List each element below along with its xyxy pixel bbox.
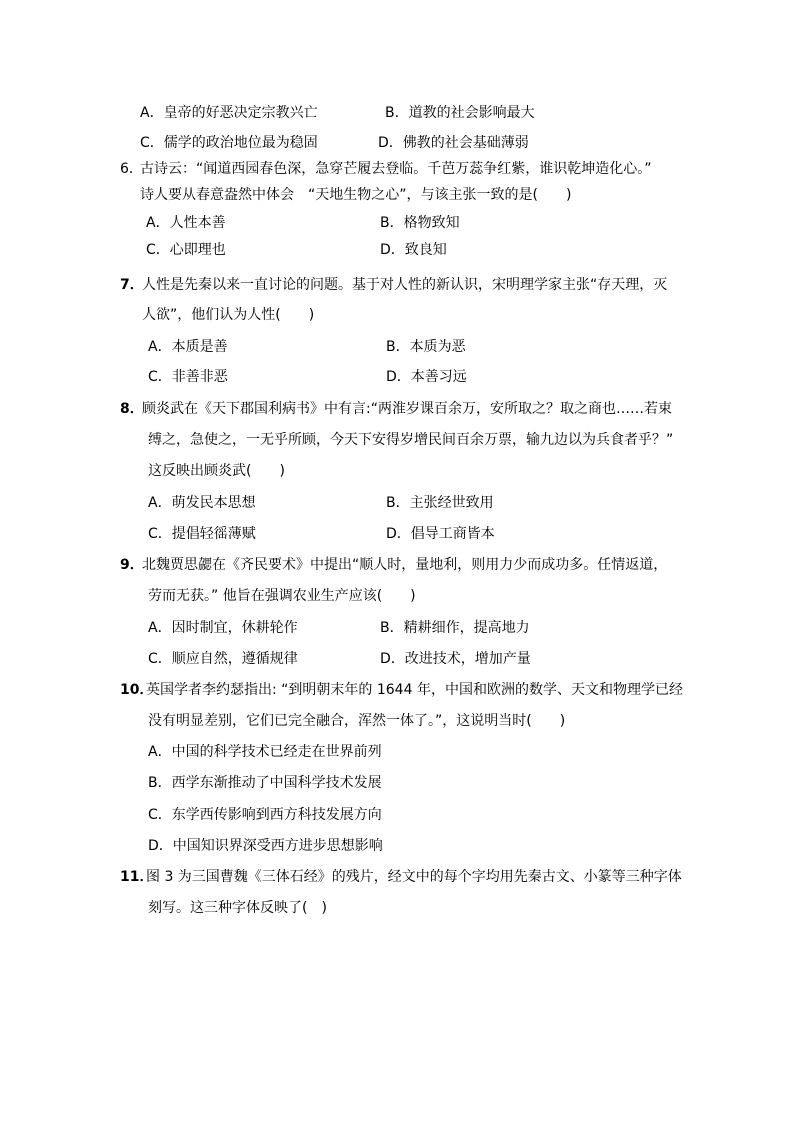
- q10-option-a: A．中国的科学技术已经走在世界前列: [148, 744, 382, 760]
- q7-option-d: D．本善习远: [386, 369, 467, 385]
- q9-option-c: C．顺应自然，遵循规律: [148, 651, 298, 667]
- q7-option-b: B．本质为恶: [386, 339, 466, 355]
- q6-number: 6．: [120, 161, 143, 177]
- q10-option-d: D．中国知识界深受西方进步思想影响: [148, 838, 383, 854]
- q5-option-c: C．儒学的政治地位最为稳固: [140, 135, 318, 151]
- q8-option-d: D．倡导工商皆本: [386, 526, 495, 542]
- q7-option-a: A．本质是善: [148, 339, 228, 355]
- q5-option-a: A．皇帝的好恶决定宗教兴亡: [140, 105, 318, 121]
- q6-stem-line-1: 古诗云：“闻道西园春色深，急穿芒履去登临。千芭万蕊争红紫，谁识乾坤造化心。”: [140, 161, 652, 177]
- q9-option-d: D．改进技术，增加产量: [380, 651, 531, 667]
- q10-stem-line-2: 没有明显差别，它们已完全融合，浑然一体了。”，这说明当时( ): [148, 713, 566, 729]
- q7-option-c: C．非善非恶: [148, 369, 228, 385]
- q8-stem-line-2: 缚之，急使之，一无乎所顾，今天下安得岁增民间百余万票，输九边以为兵食者乎？”: [148, 432, 674, 448]
- q10-number: 10．: [120, 682, 154, 698]
- q6-option-a: A．人性本善: [146, 215, 226, 231]
- q6-option-c: C．心即理也: [146, 242, 226, 258]
- q8-option-a: A．萌发民本思想: [148, 495, 256, 511]
- q10-stem-line-1: 英国学者李约瑟指出: “到明朝末年的 1644 年，中国和欧洲的数学、天文和物理学已经: [146, 682, 683, 698]
- q11-stem-line-2: 刻写。这三种字体反映了( ): [148, 900, 327, 916]
- q6-option-b: B．格物致知: [380, 215, 460, 231]
- q9-option-b: B．精耕细作，提高地力: [380, 620, 530, 636]
- q9-option-a: A．因时制宜，休耕轮作: [148, 620, 298, 636]
- q6-option-d: D．致良知: [380, 242, 447, 258]
- q8-number: 8．: [120, 401, 144, 417]
- q10-option-b: B．西学东渐推动了中国科学技术发展: [148, 775, 382, 791]
- q7-number: 7．: [120, 277, 144, 293]
- q11-number: 11．: [120, 869, 154, 885]
- q6-stem-line-2: 诗人要从春意盎然中体会 “天地生物之心”，与该主张一致的是( ): [140, 187, 572, 203]
- q9-stem-line-1: 北魏贾思勰在《齐民要术》中提出“顺人时，量地利，则用力少而成功多。任情返道，: [142, 557, 668, 573]
- q8-option-c: C．提倡轻徭薄赋: [148, 526, 256, 542]
- q8-stem-line-1: 顾炎武在《天下郡国利病书》中有言:“两淮岁课百余万，安所取之？取之商也……若束: [142, 401, 672, 417]
- q7-stem-line-1: 人性是先秦以来一直讨论的问题。基于对人性的新认识，宋明理学家主张“存天理，灭: [142, 277, 668, 293]
- q5-option-d: D．佛教的社会基础薄弱: [378, 135, 529, 151]
- q5-option-b: B．道教的社会影响最大: [385, 105, 535, 121]
- q8-stem-line-3: 这反映出顾炎武( ): [148, 463, 285, 479]
- q8-option-b: B．主张经世致用: [386, 495, 494, 511]
- q9-number: 9．: [120, 557, 144, 573]
- q9-stem-line-2: 劳而无获。” 他旨在强调农业生产应该( ): [148, 588, 416, 604]
- q7-stem-line-2: 人欲”，他们认为人性( ): [142, 307, 315, 323]
- q10-option-c: C．东学西传影响到西方科技发展方向: [148, 807, 382, 823]
- q11-stem-line-1: 图 3 为三国曹魏《三体石经》的残片，经文中的每个字均用先秦古文、小篆等三种字体: [146, 869, 682, 885]
